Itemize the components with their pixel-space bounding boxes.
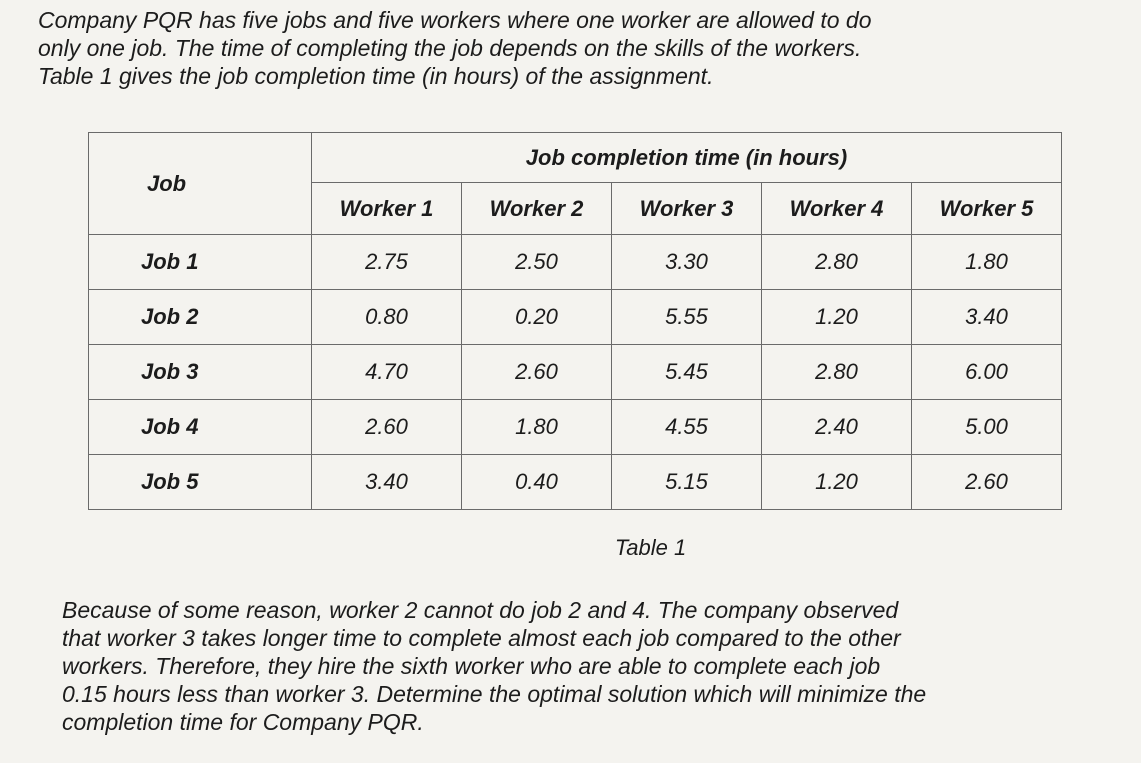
time-cell: 2.60 [312,400,462,455]
time-cell: 1.20 [762,290,912,345]
time-cell: 1.80 [462,400,612,455]
job-label: Job 4 [89,400,312,455]
time-cell: 2.80 [762,235,912,290]
table-row [89,235,1062,290]
time-cell: 0.20 [462,290,612,345]
table-row [89,400,1062,455]
time-cell: 2.80 [762,345,912,400]
time-cell: 2.60 [912,455,1062,510]
intro-line: Company PQR has five jobs and five workers where one worker are allowed to do [38,7,872,33]
followup-line: completion time for Company PQR. [62,709,424,735]
completion-time-group-header: Job completion time (in hours) [312,133,1062,183]
worker-header: Worker 2 [462,183,612,235]
time-cell: 0.40 [462,455,612,510]
intro-line: only one job. The time of completing the job depends on the skills of the workers. [38,35,862,61]
time-cell: 5.15 [612,455,762,510]
table-row [89,455,1062,510]
time-cell: 5.45 [612,345,762,400]
time-cell: 2.75 [312,235,462,290]
time-cell: 4.55 [612,400,762,455]
time-cell: 2.60 [462,345,612,400]
time-cell: 3.40 [912,290,1062,345]
followup-line: workers. Therefore, they hire the sixth worker who are able to complete each job [62,653,881,679]
worker-header: Worker 4 [762,183,912,235]
time-cell: 2.40 [762,400,912,455]
table-caption: Table 1 [614,535,687,560]
worker-header: Worker 5 [912,183,1062,235]
time-cell: 4.70 [312,345,462,400]
job-label: Job 1 [89,235,312,290]
job-label: Job 5 [89,455,312,510]
worker-header: Worker 1 [312,183,462,235]
table-row [89,345,1062,400]
time-cell: 0.80 [312,290,462,345]
time-cell: 3.30 [612,235,762,290]
job-label: Job 3 [89,345,312,400]
time-cell: 1.20 [762,455,912,510]
time-cell: 5.00 [912,400,1062,455]
intro-paragraph [38,6,1113,90]
job-label: Job 2 [89,290,312,345]
followup-line: that worker 3 takes longer time to complete almost each job compared to the other [62,625,901,651]
followup-line: Because of some reason, worker 2 cannot do job 2 and 4. The company observed [62,597,899,623]
job-column-header: Job [89,133,312,235]
time-cell: 2.50 [462,235,612,290]
followup-paragraph [62,596,1117,736]
time-cell: 6.00 [912,345,1062,400]
job-completion-table [88,132,1062,510]
followup-line: 0.15 hours less than worker 3. Determine the optimal solution which will minimize the [62,681,927,707]
table-row [89,290,1062,345]
intro-line: Table 1 gives the job completion time (in hours) of the assignment. [38,63,714,89]
worker-header: Worker 3 [612,183,762,235]
time-cell: 3.40 [312,455,462,510]
time-cell: 1.80 [912,235,1062,290]
time-cell: 5.55 [612,290,762,345]
